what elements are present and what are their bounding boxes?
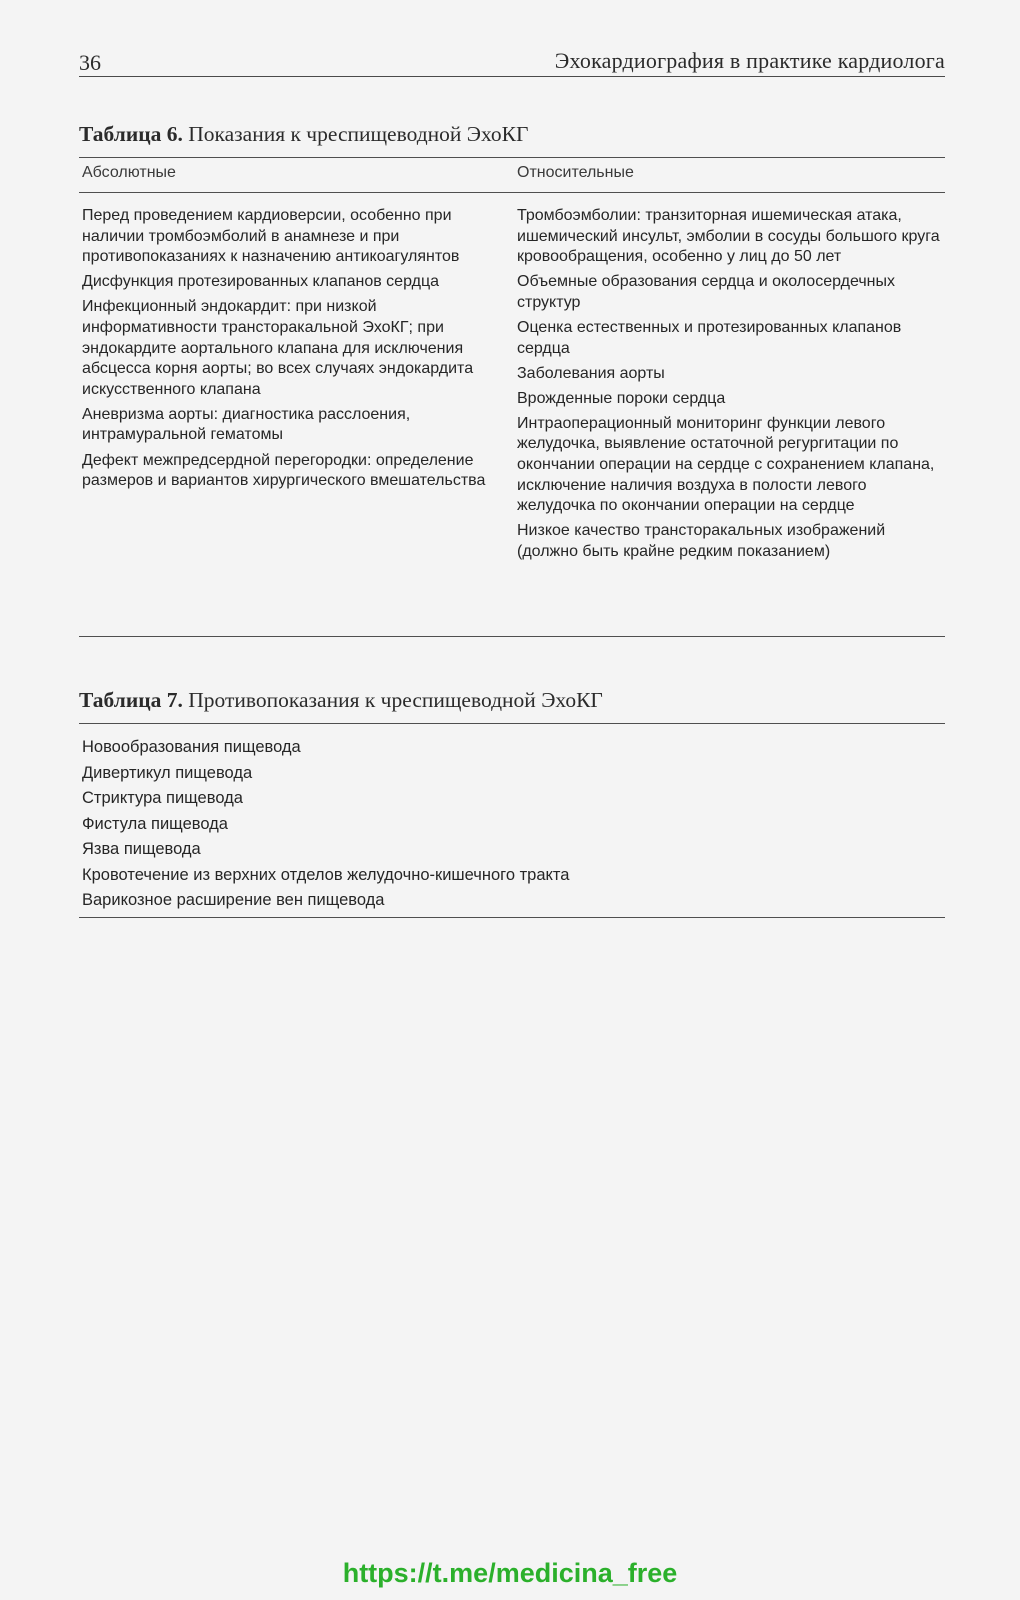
relative-indication: Тромбоэмболии: транзиторная ишемическая атака, ишемический инсульт, эмболии в сосуды большого круга кровообращения, особенно у лиц до 50 лет xyxy=(517,207,940,266)
column-header-absolute: Абсолютные xyxy=(82,164,176,181)
table-6-header-rule xyxy=(79,192,945,193)
table-7-caption-text: Противопоказания к чреспищеводной ЭхоКГ xyxy=(182,688,603,712)
list-item: Кровотечение из верхних отделов желудочно-кишечного тракта xyxy=(82,865,570,884)
table-6-caption xyxy=(79,122,528,147)
relative-indication: Объемные образования сердца и околосердечных структур xyxy=(517,273,895,311)
table-7-caption-label: Таблица 7. xyxy=(79,688,183,712)
list-item: Фистула пищевода xyxy=(82,814,228,833)
running-title: Эхокардиография в практике кардиолога xyxy=(554,48,945,73)
absolute-indication: Аневризма аорты: диагностика расслоения, интрамуральной гематомы xyxy=(82,405,411,444)
table-7 xyxy=(79,688,945,928)
list-item: Варикозное расширение вен пищевода xyxy=(82,891,385,909)
telegram-link[interactable]: https://t.me/medicina_free xyxy=(342,1558,678,1588)
table-6-bottom-rule xyxy=(79,636,945,637)
relative-indication: Заболевания аорты xyxy=(517,364,665,382)
table-6-caption-text: Показания к чреспищеводной ЭхоКГ xyxy=(182,122,529,146)
relative-indication: Интраоперационный мониторинг функции левого желудочка, выявление остаточной регургитации по окончании операции на сердце с сохранением клапана, исключение наличия воздуха в полости левого желудочка по окончании операции на сердце xyxy=(517,414,935,515)
running-header xyxy=(79,46,945,77)
absolute-indication: Перед проведением кардиоверсии, особенно при наличии тромбоэмболий в анамнезе и при противопоказаниях к назначению антикоагулянтов xyxy=(82,207,460,266)
page-number: 36 xyxy=(79,50,101,75)
table-6-caption-label: Таблица 6. xyxy=(79,122,183,146)
table-7-top-rule xyxy=(79,723,945,724)
table-6-top-rule xyxy=(79,157,945,158)
table-6 xyxy=(79,122,945,642)
table-7-caption xyxy=(79,688,603,713)
relative-indication: Оценка естественных и протезированных клапанов сердца xyxy=(517,318,902,357)
column-header-relative: Относительные xyxy=(517,164,634,181)
relative-indication: Врожденные пороки сердца xyxy=(517,389,726,407)
absolute-indication: Инфекционный эндокардит: при низкой информативности трансторакальной ЭхоКГ; при эндокардите аортального клапана для исключения абсцесса корня аорты; во всех случаях эндокардита искусственного клапана xyxy=(82,298,474,398)
absolute-indication: Дисфункция протезированных клапанов сердца xyxy=(82,273,439,291)
absolute-indications-column xyxy=(82,206,512,496)
relative-indication: Низкое качество трансторакальных изображений (должно быть крайне редким показанием) xyxy=(517,522,886,560)
list-item: Дивертикул пищевода xyxy=(82,763,253,782)
absolute-indication: Дефект межпредсердной перегородки: определение размеров и вариантов хирургического вмешательства xyxy=(82,451,486,490)
relative-indications-column xyxy=(517,206,945,567)
list-item: Новообразования пищевода xyxy=(82,738,301,756)
list-item: Язва пищевода xyxy=(82,840,201,858)
contraindications-list xyxy=(82,735,569,914)
table-7-bottom-rule xyxy=(79,917,945,918)
list-item: Стриктура пищевода xyxy=(82,789,243,807)
